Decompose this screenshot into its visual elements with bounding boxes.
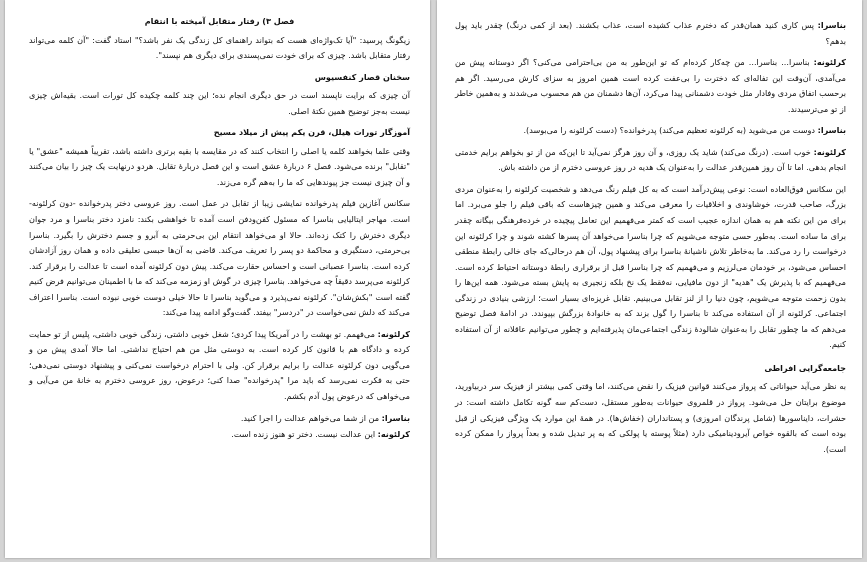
- dialogue-speaker: کرلئونه:: [377, 429, 410, 440]
- dialogue-speaker: کرلئونه:: [813, 57, 846, 68]
- right-page-text: [455, 18, 846, 463]
- dialogue-line: [455, 123, 846, 139]
- dialogue-line: [29, 411, 410, 427]
- dialogue-text: این عدالت نیست. دختر تو هنوز زنده است.: [231, 429, 376, 440]
- dialogue-speaker: کرلئونه:: [813, 146, 846, 157]
- dialogue-speaker: بناسرا:: [817, 20, 847, 30]
- dialogue-line: [455, 18, 846, 49]
- section-heading: جامعه‌گرایی افراطی: [764, 362, 846, 373]
- quote-source-confucius: سخنان قصار کنفسیوس: [314, 71, 410, 82]
- hillel-paragraph: وقتی علما بخواهند کلمه یا اصلی را انتخاب کنند که در مقایسه با بقیه برتری داشته باشد، تقریباً همیشه "عشق" یا "تقابل" برنده می‌شود. فصل ۶ دربارهٔ عشق است و این فصل دربارهٔ تقابل. هردو درنهایت یک چیز را بیان می‌کنند و آن چیزی نیست جز پیوندهایی که ما را به‌هم گره می‌زند.: [29, 145, 410, 187]
- right-page: [437, 0, 862, 558]
- society-paragraph: به نظر می‌آید حیواناتی که پرواز می‌کنند قوانین فیزیک را نقض می‌کنند، اما وقتی کمی بیشتر از فیزیک سر دربیاورید، موضوع برایتان حل می‌شود. پرواز در قلمروی حیوانات به‌طور مستقل، دست‌کم سه گونه تکامل داشته است: در حشرات، دایناسورها (شامل پرندگان امروزی) و پستانداران (خفاش‌ها). در همهٔ این موارد یک ویژگی فیزیکی از قبل بوده است که بالقوه خواص آیرودینامیکی دارد (مثلاً پوسته یا پولکی که به پر تبدیل شده و بعداً پرواز را ممکن کرده است).: [455, 381, 846, 454]
- dialogue-line: [455, 145, 846, 176]
- intro-paragraph: زیگونگ پرسید: "آیا تک‌واژه‌ای هست که بتواند راهنمای کل زندگی یک نفر باشد؟" استاد گفت: "آن کلمه می‌تواند رفتار متقابل باشد. چیزی که برای خودت نمی‌پسندی برای دیگری هم نپسند".: [29, 34, 410, 61]
- dialogue-speaker: کرلئونه:: [377, 328, 410, 339]
- godfather-scene-paragraph: سکانس آغازین فیلم پدرخوانده نمایشی زیبا از تقابل در عمل است. روز عروسی دختر پدرخوانده -دون کرلئونه- است. مهاجر ایتالیایی بناسرا که مسئول کفن‌ودفن است آمده تا خواهشی بکند: نامزد دختر بناسرا و مرد جوان دیگری دخترش را کتک زده‌اند. حالا او می‌خواهد انتقام این بی‌حرمتی به آبرو و جسم دخترش را بگیرد. بناسرا بی‌حرمتی، دستگیری و محاکمهٔ دو پسر را تعریف می‌کند. قاضی به آن‌ها حبسی تعلیقی داده و همان روز آزادشان کرده است. بناسرا عصبانی است و احساس حقارت می‌کند. پیش دون کرلئونه آمده است تا عدالت را برقرار کند. کرلئونه می‌پرسد دقیقاً چه می‌خواهد. بناسرا چیزی در گوش او زمزمه می‌کند که ما با اطمینان می‌توانیم فرض کنیم گفته است "بکش‌شان". کرلئونه نمی‌پذیرد و می‌گوید بناسرا تا حالا خیلی دوست خوبی نبوده است. بناسرا اعتراف می‌کند که دلش نمی‌خواست در "دردسر" بیفتد. گفت‌وگو ادامه پیدا می‌کند:: [29, 198, 410, 318]
- quote-source-hillel: آموزگار تورات هیلل، قرن یکم پیش از میلاد مسیح: [213, 127, 410, 138]
- dialogue-text: دوست من می‌شوید (به کرلئونه تعظیم می‌کند) پدرخوانده؟ (دست کرلئونه را می‌بوسد).: [523, 125, 816, 136]
- dialogue-line: [29, 327, 410, 405]
- dialogue-text: من از شما می‌خواهم عدالت را اجرا کنید.: [240, 412, 380, 423]
- dialogue-speaker: بناسرا:: [817, 125, 846, 136]
- left-page: [5, 0, 430, 558]
- dialogue-line: [455, 55, 846, 117]
- chapter-heading: فصل ۳) رفتار متقابل آمیخته با انتقام: [144, 16, 295, 26]
- dialogue-line: [29, 427, 410, 443]
- dialogue-text: پس کاری کنید همان‌قدر که دخترم عذاب کشیده است، عذاب بکشند. (بعد از کمی درنگ) چقدر باید پول بدهم؟: [455, 20, 846, 46]
- dialogue-speaker: بناسرا:: [381, 412, 410, 423]
- dialogue-text: می‌فهمم. تو بهشت را در آمریکا پیدا کردی؛ شغل خوبی داشتی، زندگی خوبی داشتی، پلیس از تو حمایت کرده و دادگاه هم با قانون کار کرده است. به دوستی مثل من هم احتیاج نداشتی. اما حالا آمدی پیش من و می‌گویی دون کرلئونه عدالت را برایم برقرار کن. ولی با احترام درخواست نمی‌کنی و پیشنهاد دوستی نمی‌دهی؛ حتی به فکرت نمی‌رسد که باید مرا "پدرخوانده" صدا کنی؛ درعوض، روز عروسی دخترم به خانهٔ من می‌آیی و می‌خواهی که درعوض پول آدم بکشم.: [29, 328, 410, 402]
- dialogue-text: خوب است. (درنگ می‌کند) شاید یک روزی، و آن روز هرگز نمی‌آید تا این‌که من از تو بخواهم برایم خدمتی انجام بدهی. اما تا آن روز همین‌قدر عدالت را به‌عنوان یک هدیه در روز عروسی دخترم از من داشته باش.: [455, 146, 846, 173]
- confucius-paragraph: آن چیزی که برایت ناپسند است در حق دیگری انجام نده؛ این چند کلمه چکیده کل تورات است. بقیه‌اش چیزی نیست به‌جز توضیح همین نکتهٔ اصلی.: [29, 90, 410, 116]
- left-page-text: [29, 14, 410, 444]
- analysis-paragraph: این سکانس فوق‌العاده است: نوعی پیش‌درآمد است که به کل فیلم رنگ می‌دهد و شخصیت کرلئونه را به‌عنوان مردی بزرگ، صاحب قدرت، خوشاوندی و اخلاقیات را معرفی می‌کند و همین چیزهاست که باقی فیلم را جلو می‌برد. اما برای من این نکته هم به همان اندازه عجیب است که کمتر می‌فهمیم این تعامل پیچیده در خرده‌فرهنگی بیگانه چقدر برای ما ساده است. به‌طور حسی متوجه می‌شویم که چرا بناسرا می‌خواهد آن پسرها کشته شوند و چرا کرلئونه این درخواست را رد می‌کند. ما به‌خاطر تلاش ناشیانهٔ بناسرا برای پیشنهاد پول، آن هم درحالی‌که جای خالی رابطهٔ منطقی احساس می‌شود، بر خودمان می‌لرزیم و می‌فهمیم که چرا بناسرا قبل از برقراری رابطهٔ دوستانه احتیاط کرده است. می‌فهمیم که با پذیرش یک "هدیه" از دون مافیایی، نه‌فقط یک نخ بلکه زنجیری به پایش بسته می‌شود. همه این‌ها را بدون زحمت متوجه می‌شویم، چون دنیا را از لنز تقابل می‌بینیم. تقابل غریزه‌ای بسیار است؛ ارزشی بنیادی در زندگی اجتماعی. کرلئونه از آن استفاده می‌کند تا بناسرا را گول بزند که به خانوادهٔ بزرگش بپیوندد. در ادامهٔ فصل توضیح می‌دهم که ما چطور تقابل را به‌عنوان شالودهٔ زندگی اجتماعی‌مان پذیرفته‌ایم و چطور می‌توانیم عاقلانه از آن استفاده کنیم.: [455, 183, 846, 350]
- dialogue-text: بناسرا... بناسرا... من چه‌کار کرده‌ام که تو این‌طور به من بی‌احترامی می‌کنی؟ اگر دوستانه پیش من می‌آمدی، آن‌وقت این تفاله‌ای که دخترت را بی‌عفت کرده است همین امروز به سزای کارش می‌رسید. اگر هم برحسب اتفاق مردی وفادار مثل خودت دشمنانی پیدا می‌کرد، آن‌ها دشمنان من هم محسوب می‌شدند و به‌همین خاطر از تو می‌ترسیدند.: [455, 57, 846, 114]
